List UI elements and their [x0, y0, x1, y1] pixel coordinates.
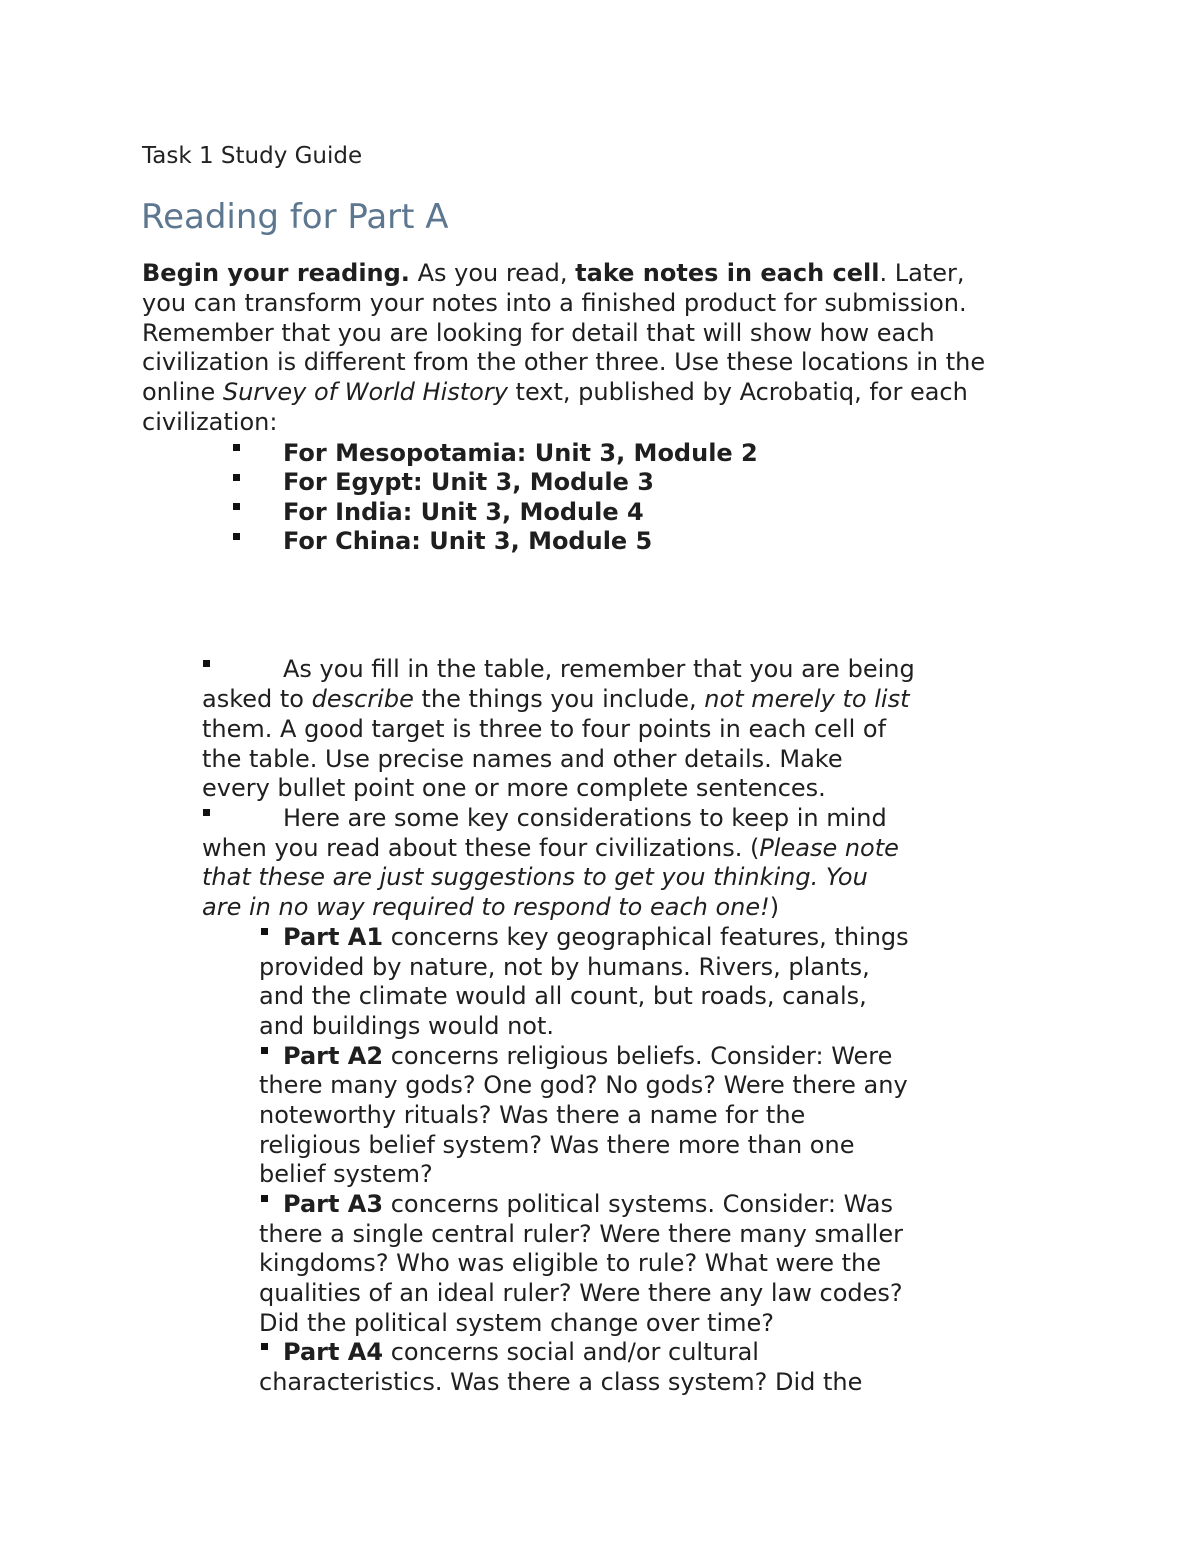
tip2-line-1: Here are some key considerations to keep in mind — [283, 804, 887, 832]
part-a3-line-2: there a single central ruler? Were there many smaller — [259, 1220, 903, 1248]
location-item-mesopotamia: For Mesopotamia: Unit 3, Module 2 — [283, 439, 758, 467]
part-a1-line-1: Part A1 concerns key geographical features, things — [283, 923, 909, 951]
bullet-icon — [233, 533, 240, 540]
bullet-icon — [261, 1195, 268, 1202]
tip1-line-5: every bullet point one or more complete sentences. — [202, 774, 826, 802]
tip1-line-4: the table. Use precise names and other details. Make — [202, 745, 843, 773]
intro-line-1: Begin your reading. As you read, take notes in each cell. Later, — [142, 259, 965, 287]
part-a2-line-2: there many gods? One god? No gods? Were there any — [259, 1071, 908, 1099]
document-title: Task 1 Study Guide — [142, 143, 363, 169]
bullet-icon — [203, 660, 210, 667]
part-a1-line-3: and the climate would all count, but roads, canals, — [259, 982, 867, 1010]
part-a3-line-4: qualities of an ideal ruler? Were there any law codes? — [259, 1279, 903, 1307]
bullet-icon — [233, 444, 240, 451]
part-a2-line-5: belief system? — [259, 1160, 433, 1188]
tip1-line-3: them. A good target is three to four points in each cell of — [202, 715, 887, 743]
part-a1-line-2: provided by nature, not by humans. Rivers, plants, — [259, 953, 870, 981]
part-a2-line-1: Part A2 concerns religious beliefs. Consider: Were — [283, 1042, 893, 1070]
tip2-line-3: that these are just suggestions to get you thinking. You — [202, 863, 868, 891]
intro-line-6: civilization: — [142, 408, 278, 436]
tip1-line-2: asked to describe the things you include, not merely to list — [202, 685, 910, 713]
location-item-egypt: For Egypt: Unit 3, Module 3 — [283, 468, 654, 496]
part-a2-line-4: religious belief system? Was there more than one — [259, 1131, 855, 1159]
bullet-icon — [233, 474, 240, 481]
location-item-india: For India: Unit 3, Module 4 — [283, 498, 644, 526]
tip2-line-4: are in no way required to respond to each one!) — [202, 893, 780, 921]
part-a4-line-2: characteristics. Was there a class system? Did the — [259, 1368, 863, 1396]
part-a1-line-4: and buildings would not. — [259, 1012, 555, 1040]
tip2-line-2: when you read about these four civilizations. (Please note — [202, 834, 899, 862]
intro-line-3: Remember that you are looking for detail that will show how each — [142, 319, 935, 347]
tip1-line-1: As you fill in the table, remember that you are being — [283, 655, 915, 683]
intro-line-2: you can transform your notes into a finished product for submission. — [142, 289, 967, 317]
intro-line-5: online Survey of World History text, published by Acrobatiq, for each — [142, 378, 968, 406]
bullet-icon — [233, 503, 240, 510]
part-a3-line-3: kingdoms? Who was eligible to rule? What were the — [259, 1249, 882, 1277]
location-item-china: For China: Unit 3, Module 5 — [283, 527, 653, 555]
part-a3-line-1: Part A3 concerns political systems. Consider: Was — [283, 1190, 893, 1218]
bullet-icon — [261, 1343, 268, 1350]
bullet-icon — [203, 809, 210, 816]
part-a2-line-3: noteworthy rituals? Was there a name for the — [259, 1101, 806, 1129]
section-heading: Reading for Part A — [141, 197, 449, 237]
bullet-icon — [261, 928, 268, 935]
intro-line-4: civilization is different from the other three. Use these locations in the — [142, 348, 986, 376]
bullet-icon — [261, 1047, 268, 1054]
part-a3-line-5: Did the political system change over time? — [259, 1309, 775, 1337]
part-a4-line-1: Part A4 concerns social and/or cultural — [283, 1338, 759, 1366]
